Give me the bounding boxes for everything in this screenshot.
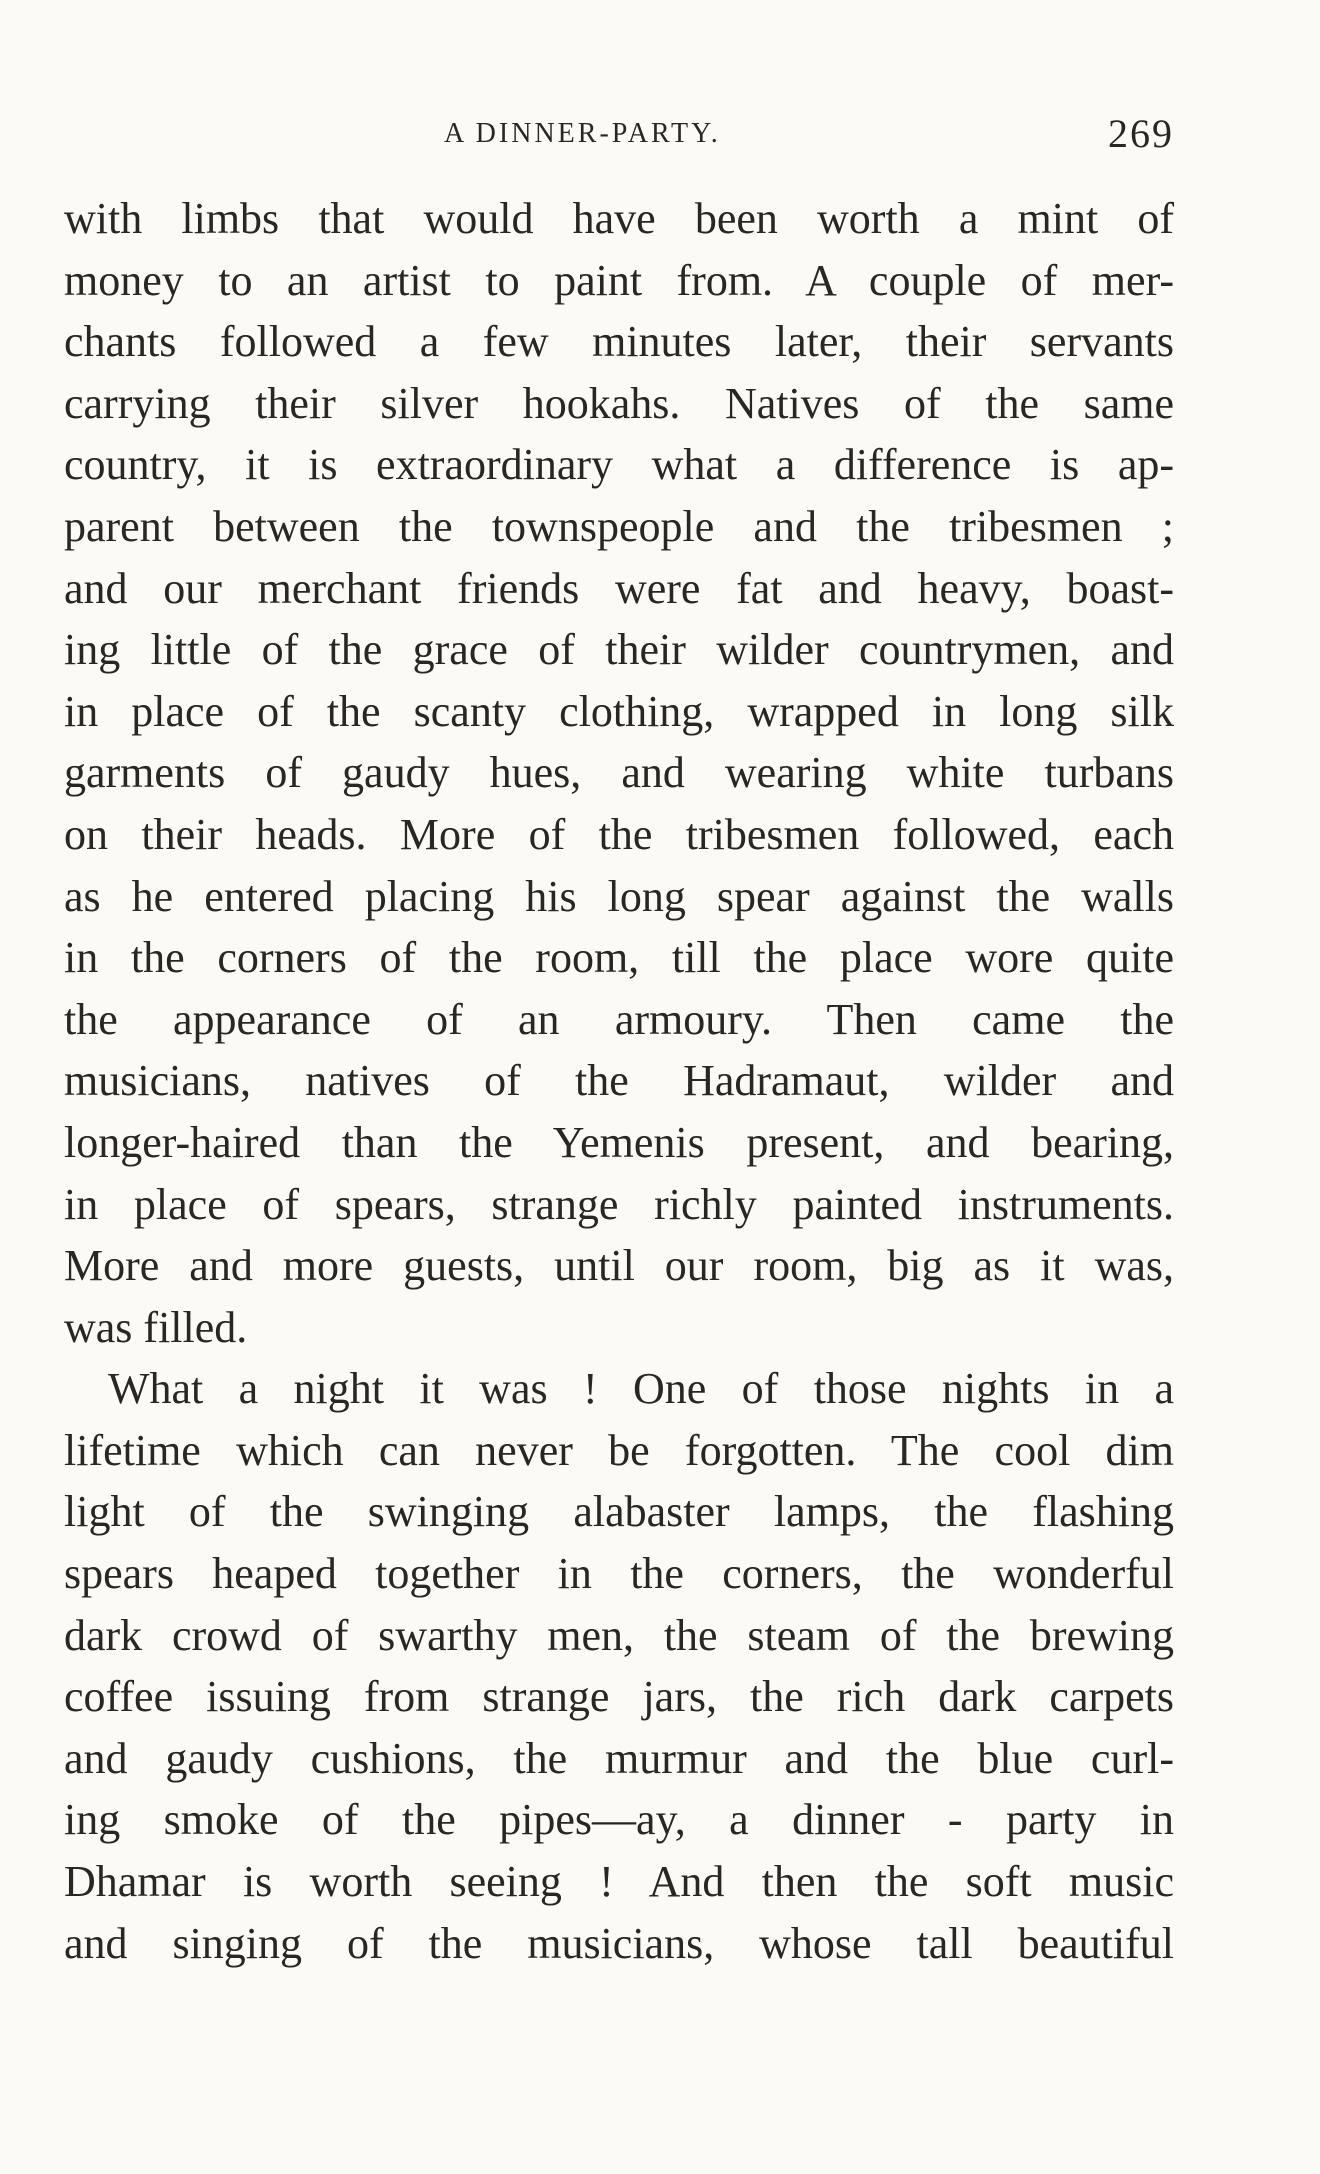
text-line: as he entered placing his long spear against the walls <box>64 871 1174 921</box>
text-line: What a night it was ! One of those nights in a <box>108 1364 1174 1414</box>
text-line: Dhamar is worth seeing ! And then the soft music <box>64 1857 1174 1907</box>
text-line: country, it is extraordinary what a difference is ap- <box>64 440 1174 490</box>
text-line: ing little of the grace of their wilder countrymen, and <box>64 625 1174 675</box>
text-line: chants followed a few minutes later, their servants <box>64 317 1174 367</box>
running-header <box>64 110 1174 160</box>
text-line: and gaudy cushions, the murmur and the blue curl- <box>64 1733 1174 1783</box>
text-line: coffee issuing from strange jars, the rich dark carpets <box>64 1672 1174 1722</box>
text-line: parent between the townspeople and the tribesmen ; <box>64 501 1174 551</box>
text-line: money to an artist to paint from. A couple of mer- <box>64 255 1174 305</box>
text-line: on their heads. More of the tribesmen followed, each <box>64 809 1174 859</box>
text-line: musicians, natives of the Hadramaut, wilder and <box>64 1056 1174 1106</box>
text-line: with limbs that would have been worth a mint of <box>64 194 1174 243</box>
text-line: More and more guests, until our room, big as it was, <box>64 1241 1174 1291</box>
body-text <box>64 188 1174 1974</box>
paragraph <box>64 1358 1174 1974</box>
text-line: lifetime which can never be forgotten. The cool dim <box>64 1425 1174 1475</box>
text-line: carrying their silver hookahs. Natives of the same <box>64 378 1174 428</box>
book-page <box>64 110 1174 1974</box>
text-line: garments of gaudy hues, and wearing white turbans <box>64 748 1174 798</box>
text-line: light of the swinging alabaster lamps, the flashing <box>64 1487 1174 1537</box>
text-line: dark crowd of swarthy men, the steam of the brewing <box>64 1610 1174 1660</box>
text-line: in the corners of the room, till the place wore quite <box>64 933 1174 983</box>
text-line: in place of spears, strange richly painted instruments. <box>64 1179 1174 1229</box>
paragraph <box>64 188 1174 1358</box>
text-line: was filled. <box>64 1302 248 1352</box>
text-line: longer-haired than the Yemenis present, and bearing, <box>64 1117 1174 1167</box>
running-title: A DINNER-PARTY. <box>444 118 721 149</box>
text-line: spears heaped together in the corners, the wonderful <box>64 1549 1174 1599</box>
text-line: and singing of the musicians, whose tall beautiful <box>64 1918 1174 1968</box>
text-line: and our merchant friends were fat and heavy, boast- <box>64 563 1174 613</box>
text-line: in place of the scanty clothing, wrapped in long silk <box>64 686 1174 736</box>
text-line: ing smoke of the pipes—ay, a dinner - party in <box>64 1795 1174 1845</box>
page-number: 269 <box>1108 111 1174 156</box>
text-line: the appearance of an armoury. Then came the <box>64 994 1174 1044</box>
